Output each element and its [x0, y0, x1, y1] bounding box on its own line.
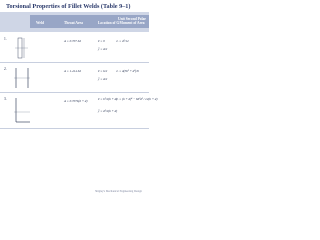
weld-figure-1: [12, 36, 32, 60]
page-title: Torsional Properties of Fillet Welds (Table 9–1): [6, 3, 131, 10]
location-y: ȳ = d²/2(b + d): [98, 109, 118, 113]
weld-figure-3: [12, 96, 32, 124]
header-unit-moment: Unit Second Polar Moment of Area: [118, 17, 146, 25]
location-y: ȳ = d/2: [98, 77, 108, 81]
table-row: [0, 34, 149, 63]
weld-figure-2: [12, 66, 32, 90]
header-throat-area: Throat Area: [64, 21, 83, 25]
location-x: x̄ = 0: [98, 39, 105, 43]
location-x: x̄ = b/2: [98, 69, 108, 73]
throat-area-value: A = 0.707 hd: [64, 39, 81, 43]
row-number: 3.: [4, 97, 7, 101]
location-y: ȳ = d/2: [98, 47, 108, 51]
row-number: 1.: [4, 37, 7, 41]
table-row: [0, 94, 158, 129]
unit-moment-value: Jᵤ = d³/12: [116, 39, 129, 43]
unit-moment-value: Jᵤ = (b + d)⁴ − 6b²d² / 12(b + d): [116, 97, 158, 101]
throat-area-value: A = 0.707h(b + d): [64, 99, 88, 103]
row-number: 2.: [4, 67, 7, 71]
throat-area-value: A = 1.414 hd: [64, 69, 81, 73]
footer-caption: Shigley's Mechanical Engineering Design: [95, 190, 142, 193]
table-row: [0, 64, 149, 93]
location-x: x̄ = b²/2(b + d): [98, 97, 118, 101]
unit-moment-value: Jᵤ = d(3b² + d²)/6: [116, 69, 139, 73]
header-location: Location of G: [98, 21, 120, 25]
header-weld: Weld: [36, 21, 44, 25]
